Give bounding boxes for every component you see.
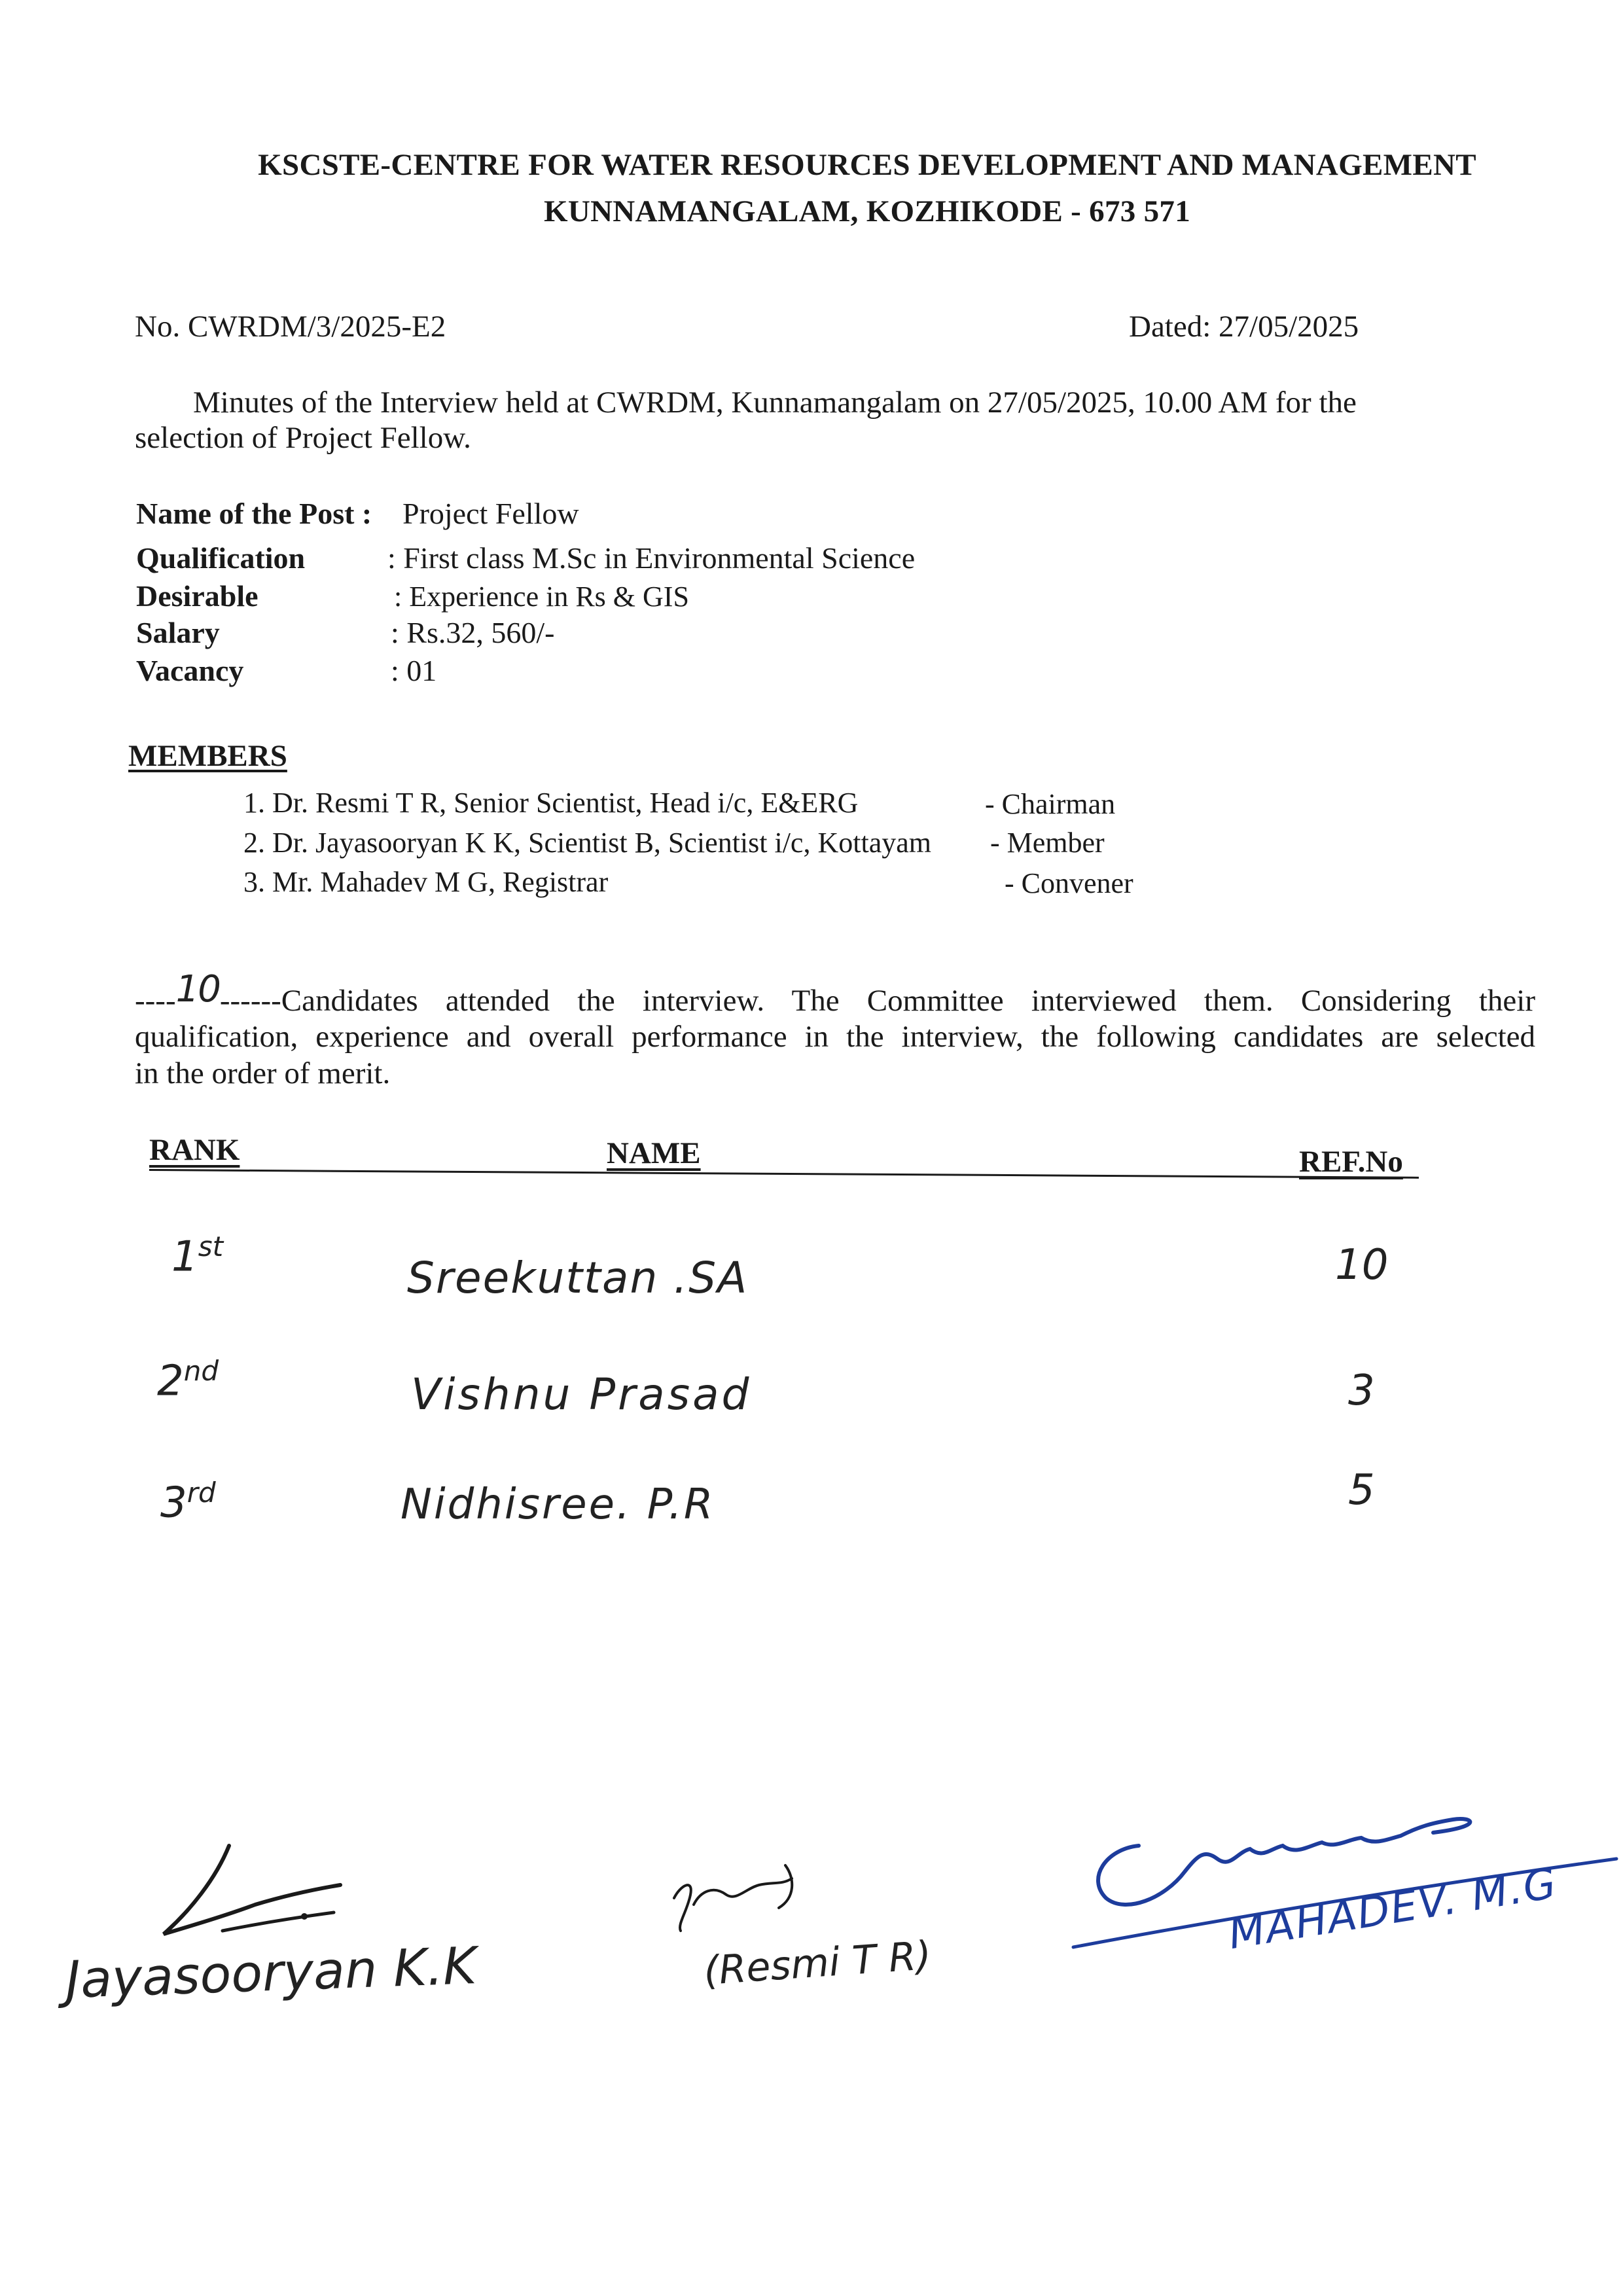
rank-3-number: 3 bbox=[160, 1479, 187, 1528]
rank-header: RANK bbox=[149, 1133, 240, 1167]
salary-label: Salary bbox=[136, 616, 220, 649]
candidate-2-name: Vishnu Prasad bbox=[411, 1369, 752, 1420]
desirable-value: : Experience in Rs & GIS bbox=[394, 581, 689, 613]
desirable-label: Desirable bbox=[136, 579, 259, 613]
vacancy-label: Vacancy bbox=[136, 654, 244, 687]
rank-1-suffix: st bbox=[198, 1230, 224, 1263]
mahadev-name: MAHADEV. M.G bbox=[1225, 1859, 1561, 1960]
intro-line-1: Minutes of the Interview held at CWRDM, Kunnamangalam on 27/05/2025, 10.00 AM for the bbox=[193, 386, 1357, 420]
attendance-line-2: qualification, experience and overall performance in the interview, the following candidates are selected bbox=[135, 1020, 1535, 1054]
post-label: Name of the Post : bbox=[136, 497, 372, 530]
candidate-2-ref: 3 bbox=[1348, 1367, 1375, 1415]
attendance-text: Candidates attended the interview. The Committee interviewed them. Considering their bbox=[281, 984, 1535, 1018]
rank-1 bbox=[171, 1230, 223, 1281]
member-1-role: - Chairman bbox=[985, 788, 1116, 820]
table-header-rule bbox=[149, 1169, 1419, 1179]
rank-2-suffix: nd bbox=[183, 1355, 219, 1387]
rank-2-number: 2 bbox=[157, 1357, 184, 1406]
member-3-role: - Convener bbox=[1005, 867, 1133, 899]
ref-header: REF.No bbox=[1299, 1145, 1403, 1179]
attendance-line-1 bbox=[135, 968, 1535, 1019]
intro-line-2: selection of Project Fellow. bbox=[135, 421, 471, 455]
rank-1-number: 1 bbox=[171, 1232, 198, 1282]
post-value: Project Fellow bbox=[402, 497, 579, 530]
qualification-label: Qualification bbox=[136, 541, 306, 575]
member-1-name: 1. Dr. Resmi T R, Senior Scientist, Head i/c, E&ERG bbox=[243, 787, 859, 819]
institution-address: KUNNAMANGALAM, KOZHIKODE - 673 571 bbox=[543, 194, 1191, 228]
salary-value: : Rs.32, 560/- bbox=[391, 616, 555, 649]
name-header: NAME bbox=[607, 1136, 701, 1170]
candidate-1-ref: 10 bbox=[1335, 1241, 1389, 1289]
candidate-3-name: Nidhisree. P.R bbox=[401, 1480, 715, 1529]
institution-name: KSCSTE-CENTRE FOR WATER RESOURCES DEVELOPMENT AND MANAGEMENT bbox=[258, 148, 1476, 182]
attendance-count-handwritten: 10 bbox=[175, 968, 220, 1011]
document-date: Dated: 27/05/2025 bbox=[1129, 310, 1359, 344]
rank-3 bbox=[160, 1477, 216, 1527]
resmi-name: (Resmi T R) bbox=[702, 1932, 933, 1995]
attendance-dashes-before: ---- bbox=[135, 984, 176, 1018]
attendance-dashes-after: ------ bbox=[219, 984, 281, 1018]
jayasooryan-name: Jayasooryan K.K bbox=[64, 1937, 478, 2010]
reference-number: No. CWRDM/3/2025-E2 bbox=[135, 310, 446, 344]
members-heading: MEMBERS bbox=[128, 739, 287, 773]
rank-3-suffix: rd bbox=[187, 1477, 216, 1509]
member-2-name: 2. Dr. Jayasooryan K K, Scientist B, Scientist i/c, Kottayam bbox=[243, 827, 931, 859]
member-2-role: - Member bbox=[990, 827, 1105, 859]
qualification-value: : First class M.Sc in Environmental Science bbox=[387, 541, 916, 575]
candidate-1-name: Sreekuttan .SA bbox=[407, 1253, 749, 1303]
attendance-line-3: in the order of merit. bbox=[135, 1056, 391, 1090]
candidate-3-ref: 5 bbox=[1348, 1466, 1375, 1515]
member-3-name: 3. Mr. Mahadev M G, Registrar bbox=[243, 866, 609, 898]
vacancy-value: : 01 bbox=[391, 654, 437, 687]
rank-2 bbox=[157, 1355, 219, 1405]
